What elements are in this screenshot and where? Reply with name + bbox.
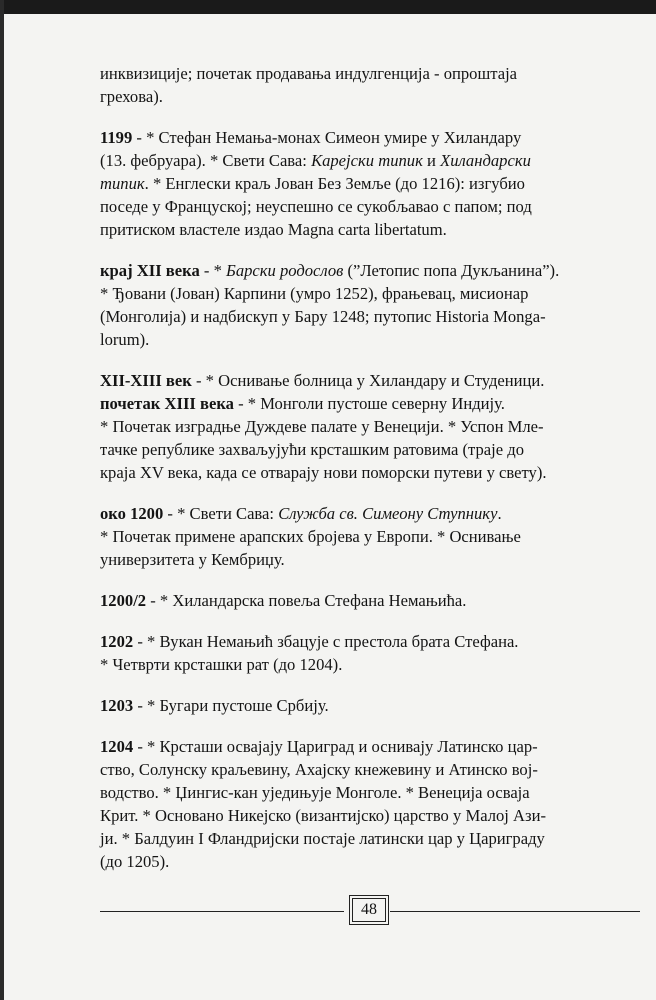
entry-line (100, 369, 640, 392)
entry-line (100, 758, 640, 781)
entry-line (100, 804, 640, 827)
entry-text: - * Оснивање болница у Хиландару и Студеници. (191, 371, 545, 390)
entry-date: почетак XIII века (100, 394, 234, 413)
entry-text: поседе у Француској; неуспешно се сукобљавао с папом; под (100, 197, 532, 216)
entry-text: - * Хиландарска повеља Стефана Немањића. (146, 591, 467, 610)
entry-date: XII-XIII век (100, 371, 192, 390)
entry-line (100, 62, 640, 85)
entry-text: (13. фебруара). * Свети Сава: (100, 151, 312, 170)
entry-line (100, 735, 640, 758)
entry-text: - * Крсташи освајају Цариград и оснивају Латинско цар- (133, 737, 538, 756)
entry-text: . (497, 504, 502, 523)
entry-line (100, 630, 640, 653)
entry-line (100, 195, 640, 218)
entry-text: lorum). (100, 330, 150, 349)
entry-text: инквизиције; почетак продавања индулгенција - опроштаја (100, 64, 518, 83)
entry-xii-xiii (100, 369, 640, 392)
entry-text: * Почетак изградње Дуждеве палате у Венецији. * Успон Мле- (100, 417, 544, 436)
entry-text: Крит. * Основано Никејско (византијско) царство у Малој Ази- (100, 806, 546, 825)
entry-1204 (100, 735, 640, 873)
entry-line (100, 218, 640, 241)
entry-line (100, 328, 640, 351)
entry-line (100, 282, 640, 305)
scan-top-edge (0, 0, 656, 14)
footer-rule-right (390, 911, 640, 912)
entry-line (100, 85, 640, 108)
entry-text: и (422, 151, 441, 170)
entry-line (100, 694, 640, 717)
entry-date: око 1200 (100, 504, 164, 523)
scan-left-edge (0, 0, 4, 1000)
entry-date: 1200/2 (100, 591, 147, 610)
entry-text: - * Монголи пустоше северну Индију. (233, 394, 505, 413)
entry-line (100, 548, 640, 571)
entry-text: ство, Солунску краљевину, Ахајску кнежевину и Атинско вој- (100, 760, 538, 779)
entry-text: . * Енглески краљ Јован Без Земље (до 1216): изгубио (144, 174, 525, 193)
entry-text: - * Бугари пустоше Србију. (133, 696, 329, 715)
entry-text: водство. * Џингис-кан уједињује Монголе. * Венеција осваја (100, 783, 530, 802)
work-title: Хиландарски (440, 151, 531, 170)
entry-text: ји. * Балдуин I Фландријски постаје латински цар у Цариграду (100, 829, 545, 848)
entry-1200-2 (100, 589, 640, 612)
entry-date: 1203 (100, 696, 134, 715)
entry-kraj-xii (100, 259, 640, 351)
entry-text: универзитета у Кембриџу. (100, 550, 285, 569)
entry-line (100, 502, 640, 525)
work-title: Карејски типик (311, 151, 423, 170)
entry-line (100, 415, 640, 438)
work-title: Служба св. Симеону Ступнику (278, 504, 498, 523)
page-footer (100, 898, 640, 924)
entry-text: * Четврти крсташки рат (до 1204). (100, 655, 343, 674)
entry-1202 (100, 630, 640, 676)
page-body (100, 62, 640, 891)
entry-line (100, 589, 640, 612)
entry-date: 1199 (100, 128, 133, 147)
entry-text: - * (199, 261, 227, 280)
entry-intro (100, 62, 640, 108)
entry-line (100, 653, 640, 676)
entry-line (100, 305, 640, 328)
entry-text: притиском властеле издао Magna carta libertatum. (100, 220, 447, 239)
entry-text: (Монголија) и надбискуп у Бару 1248; путопис Historia Monga- (100, 307, 546, 326)
work-title: типик (100, 174, 145, 193)
entry-line (100, 827, 640, 850)
entry-line (100, 525, 640, 548)
entry-line (100, 149, 640, 172)
entry-line (100, 461, 640, 484)
page-number: 48 (352, 898, 386, 922)
entry-line (100, 172, 640, 195)
entry-text: грехова). (100, 87, 163, 106)
entry-line (100, 126, 640, 149)
entry-text: - * Свети Сава: (163, 504, 279, 523)
entry-text: - * Стефан Немања-монах Симеон умире у Хиландару (132, 128, 522, 147)
entry-line (100, 850, 640, 873)
entry-1199 (100, 126, 640, 241)
entry-1203 (100, 694, 640, 717)
entry-pocetak-xiii (100, 392, 640, 484)
entry-text: * Почетак примене арапских бројева у Европи. * Оснивање (100, 527, 521, 546)
entry-text: * Ђовани (Јован) Карпини (умро 1252), фрањевац, мисионар (100, 284, 529, 303)
entry-text: краја XV века, када се отварају нови поморски путеви у свету). (100, 463, 547, 482)
entry-date: крај XII века (100, 261, 200, 280)
work-title: Барски родослов (226, 261, 344, 280)
entry-line (100, 438, 640, 461)
entry-date: 1204 (100, 737, 134, 756)
entry-line (100, 259, 640, 282)
footer-rule-left (100, 911, 344, 912)
entry-line (100, 781, 640, 804)
entry-oko-1200 (100, 502, 640, 571)
entry-line (100, 392, 640, 415)
entry-text: - * Вукан Немањић збацује с престола брата Стефана. (133, 632, 519, 651)
entry-text: (до 1205). (100, 852, 170, 871)
entry-date: 1202 (100, 632, 134, 651)
entry-text: тачке републике захваљујући крсташким ратовима (траје до (100, 440, 525, 459)
entry-text: (”Летопис попа Дукљанина”). (343, 261, 560, 280)
